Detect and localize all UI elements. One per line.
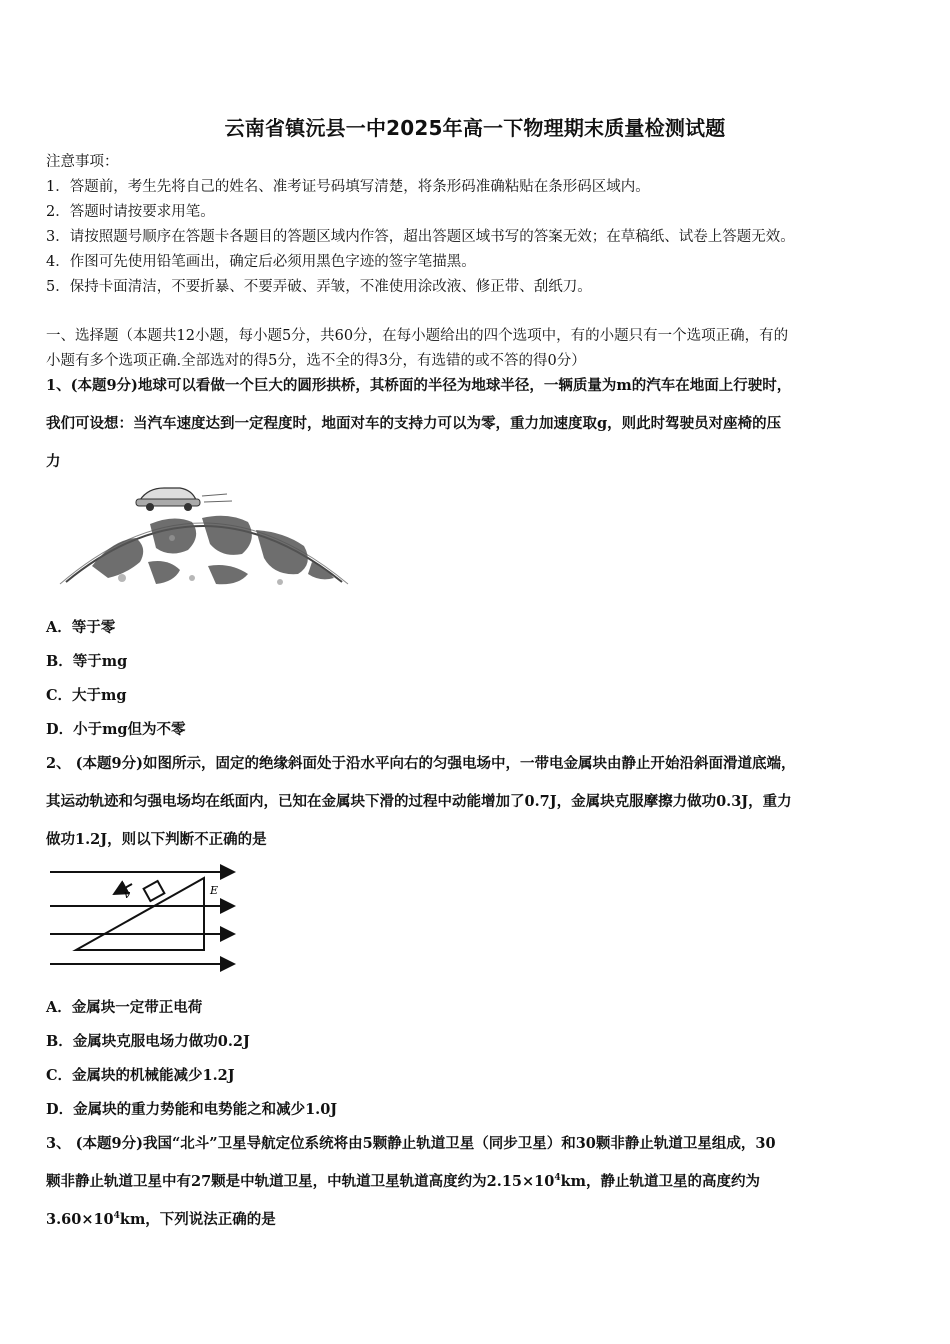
q2-stem-line2: 其运动轨迹和匀强电场均在纸面内，已知在金属块下滑的过程中动能增加了0.7J，金属块克服摩擦力做功0.3J，重力 — [46, 793, 792, 810]
notice-item-2: 2．答题时请按要求用笔。 — [46, 204, 215, 220]
q3-stem-line2 — [46, 1172, 910, 1192]
q3-line3-a: 3.60×10 — [46, 1211, 114, 1228]
q2-option-b[interactable]: B．金属块克服电场力做功0.2J — [46, 1033, 250, 1050]
notice-item-5: 5．保持卡面清洁，不要折暴、不要弄破、弄皱，不准使用涂改液、修正带、刮纸刀。 — [46, 279, 592, 295]
notice-item-3: 3．请按照题号顺序在答题卡各题目的答题区域内作答，超出答题区域书写的答案无效；在草稿纸、试卷上答题无效。 — [46, 229, 795, 245]
section-header-line1: 一、选择题（本题共12小题，每小题5分，共60分，在每小题给出的四个选项中，有的小题只有一个选项正确，有的 — [46, 328, 789, 344]
q1-option-b[interactable]: B．等于mg — [46, 653, 128, 670]
q2-stem-line1: 2、 (本题9分)如图所示，固定的绝缘斜面处于沿水平向右的匀强电场中，一带电金属块由静止开始沿斜面滑道底端， — [46, 755, 796, 772]
q2-stem-line3: 做功1.2J，则以下判断不正确的是 — [46, 831, 267, 848]
fig-velocity-label: v — [124, 888, 131, 901]
q3-line2-b: km，静止轨道卫星的高度约为 — [560, 1173, 760, 1190]
earth-bridge-figure — [52, 478, 352, 596]
section-header-line2: 小题有多个选项正确.全部选对的得5分，选不全的得3分，有选错的或不答的得0分） — [46, 353, 586, 369]
notice-heading: 注意事项： — [46, 154, 119, 170]
q2-option-c[interactable]: C．金属块的机械能减少1.2J — [46, 1067, 235, 1084]
q3-stem-line3 — [46, 1210, 910, 1230]
page-title: 云南省镇沅县一中2025年高一下物理期末质量检测试题 — [224, 116, 726, 140]
q3-line3-b: km，下列说法正确的是 — [119, 1211, 276, 1228]
q3-line3-sup: 4 — [113, 1211, 120, 1222]
q1-stem-line1: 1、(本题9分)地球可以看做一个巨大的圆形拱桥，其桥面的半径为地球半径，一辆质量为m的汽车在地面上行驶时， — [46, 377, 792, 394]
q3-stem-line1: 3、 (本题9分)我国“北斗”卫星导航定位系统将由5颗静止轨道卫星（同步卫星）和30颗非静止轨道卫星组成，30 — [46, 1135, 776, 1152]
q2-option-d[interactable]: D．金属块的重力势能和电势能之和减少1.0J — [46, 1101, 338, 1118]
q3-line2-sup: 4 — [554, 1173, 561, 1184]
q1-stem-line3: 力 — [46, 453, 61, 470]
incline-field-figure — [46, 864, 242, 974]
q3-line2-a: 颗非静止轨道卫星中有27颗是中轨道卫星，中轨道卫星轨道高度约为2.15×10 — [46, 1173, 555, 1190]
q1-option-a[interactable]: A．等于零 — [46, 619, 116, 636]
notice-item-1: 1．答题前，考生先将自己的姓名、准考证号码填写清楚，将条形码准确粘贴在条形码区域内。 — [46, 179, 650, 195]
fig-field-label: E — [210, 884, 219, 897]
q1-stem-line2: 我们可设想：当汽车速度达到一定程度时，地面对车的支持力可以为零，重力加速度取g，则此时驾驶员对座椅的压 — [46, 415, 782, 432]
q2-option-a[interactable]: A．金属块一定带正电荷 — [46, 999, 203, 1016]
q1-option-c[interactable]: C．大于mg — [46, 687, 127, 704]
q1-option-d[interactable]: D．小于mg但为不零 — [46, 721, 186, 738]
notice-item-4: 4．作图可先使用铅笔画出，确定后必须用黑色字迹的签字笔描黑。 — [46, 254, 476, 270]
car-icon — [136, 488, 232, 511]
